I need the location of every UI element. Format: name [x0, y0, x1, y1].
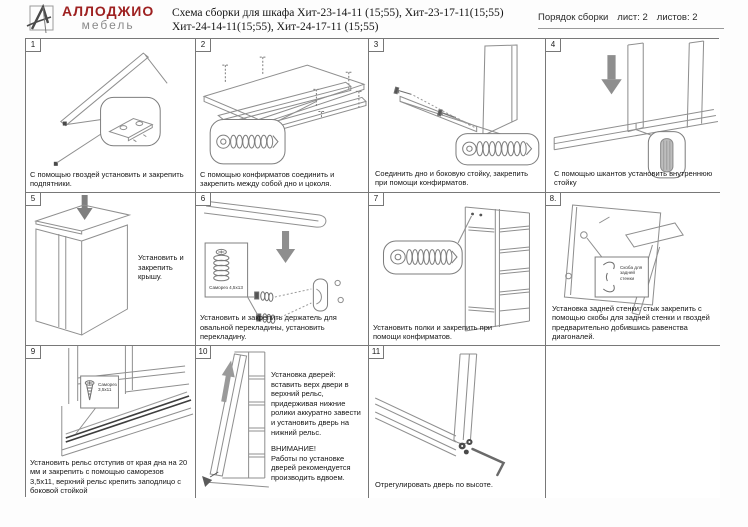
assembly-steps-grid: [25, 38, 719, 497]
sheets-total: листов: 2: [656, 12, 698, 23]
step-number: 4: [546, 39, 561, 52]
step-8-panel: [546, 193, 720, 346]
step-number: 3: [369, 39, 384, 52]
empty-cell: [546, 346, 720, 498]
step-caption: Установить рельс отступив от края дна на 20 мм и закрепить с помощью саморезов 3,5х11, верхний рельс крепить заподлицо с боковой стойкой: [30, 457, 188, 496]
brand-logo-icon: [26, 4, 58, 34]
warning-text: Работы по установке дверей рекомендуется производить вдвоем.: [271, 453, 351, 482]
page-header: [0, 0, 748, 38]
brand-logo: [26, 4, 154, 34]
hex-key-icon: [473, 449, 504, 475]
title-line-2: Хит-24-14-11(15;55), Хит-24-17-11 (15;55): [172, 21, 379, 33]
step-caption: Установка задней стенки: стык закрепить с помощью скобы для задней стенки и гвоздей предварительно добившись равенства диагоналей.: [552, 303, 710, 342]
step-caption: Установить полки и закрепить при помощи конфирматов.: [373, 322, 493, 342]
step-caption: Соединить дно и боковую стойку, закрепить при помощи конфирматов.: [375, 168, 529, 188]
step-number: 6: [196, 193, 211, 206]
step-number: 9: [26, 346, 41, 359]
step-11-panel: [369, 346, 546, 498]
rod-holder-icon: [313, 279, 327, 311]
up-arrow-icon: [217, 359, 237, 403]
down-arrow-icon: [607, 55, 615, 79]
step-2-panel: [196, 39, 369, 193]
step-9-panel: [26, 346, 196, 498]
step-caption: Отрегулировать дверь по высоте.: [375, 480, 493, 490]
brand-name: АЛЛОДЖИО: [62, 3, 155, 19]
step-4-panel: [546, 39, 720, 193]
step-7-panel: [369, 193, 546, 346]
step-caption: С помощью гвоздей установить и закрепить подпятники.: [30, 169, 184, 189]
step-number: 7: [369, 193, 384, 206]
down-left-arrow-icon: [202, 476, 212, 487]
step-number: 5: [26, 193, 41, 206]
brand-subtitle: мебель: [81, 18, 135, 32]
part-label: Скоба для задней стенки: [620, 265, 643, 281]
step-1-panel: [26, 39, 196, 193]
step-10-panel: [196, 346, 369, 498]
step-caption: С помощью конфирматов соединить и закрепить между собой дно и цоколя.: [200, 169, 335, 189]
step-5-panel: [26, 193, 196, 346]
step-number: 8.: [546, 193, 561, 206]
part-label: Саморез 3,5х11: [98, 382, 117, 393]
step-3-panel: [369, 39, 546, 193]
document-title: [172, 6, 504, 34]
title-line-1: Схема сборки для шкафа Хит-23-14-11 (15;55), Хит-23-17-11(15;55): [172, 7, 504, 19]
sheet-number: лист: 2: [617, 12, 648, 23]
door-install-text: Установка дверей: вставить верх двери в верхний рельс, придерживая нижние ролики аккуратно завести и установить дверь на нижний рельс.: [271, 370, 361, 437]
step-caption: С помощью шкантов установить внутреннюю стойку: [554, 168, 713, 188]
step-caption: [271, 370, 365, 483]
down-arrow-icon: [282, 231, 289, 249]
step-6-panel: [196, 193, 369, 346]
part-label: Саморез 4,5х13: [209, 285, 243, 290]
step-caption: Установить и закрепить держатель для овальной перекладины, установить перекладину.: [200, 313, 337, 342]
sheet-info: [538, 12, 724, 29]
step-number: 1: [26, 39, 41, 52]
order-label: Порядок сборки: [538, 12, 609, 23]
step-number: 11: [369, 346, 384, 359]
warning-title: ВНИМАНИЕ!: [271, 444, 316, 454]
step-number: 10: [196, 346, 211, 359]
step-caption: Установить и закрепить крышу.: [138, 253, 184, 282]
step-number: 2: [196, 39, 211, 52]
step-11-illustration: [369, 346, 545, 498]
